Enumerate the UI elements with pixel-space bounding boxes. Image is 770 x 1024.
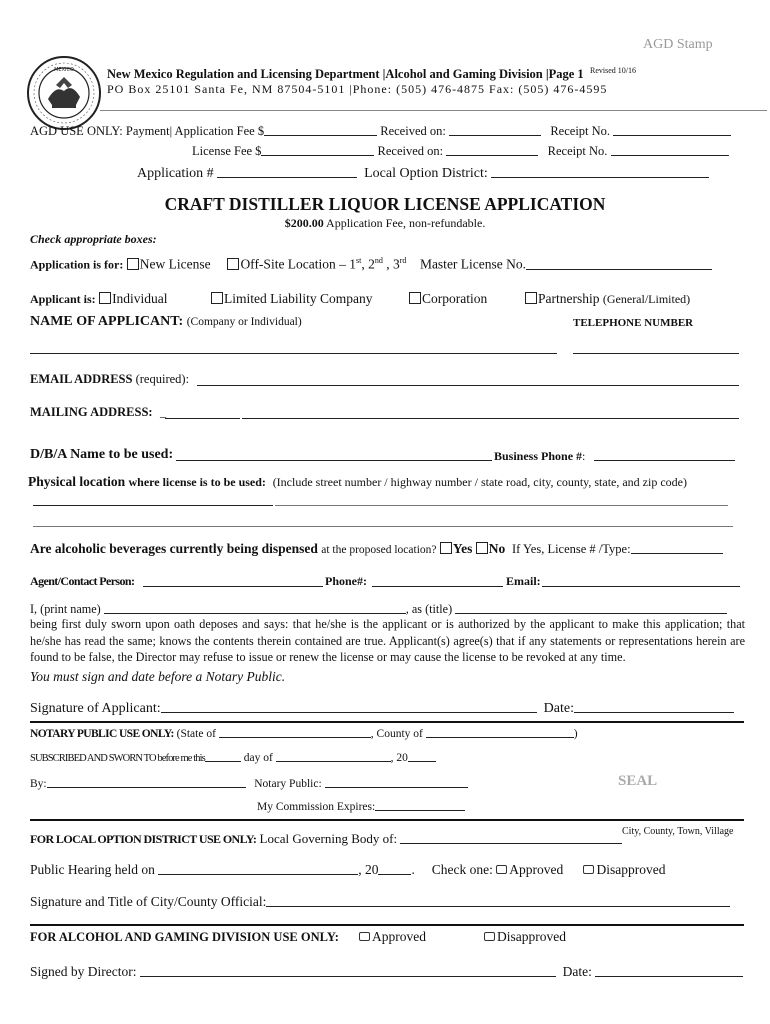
signature-field[interactable] xyxy=(161,698,537,713)
state-seal-icon xyxy=(26,55,102,131)
oath-text: being first duly sworn upon oath deposes and says: that he/she is the applicant or is authorized by the applicant to make this application; that he/she has read the same; knows the contents therein contained are true. Applicant(s) agree(s) that if any statements or representations herein are found to be false, the Director may refuse to issue or renew the license or may cause the license to be revoked at any time. xyxy=(30,617,745,664)
header-title: New Mexico Regulation and Licensing Department |Alcohol and Gaming Division |Page 1 xyxy=(107,67,584,81)
hearing-date-field[interactable] xyxy=(158,861,358,875)
name-of-applicant-label: NAME OF APPLICANT: xyxy=(30,314,184,329)
notary-row1 xyxy=(30,726,578,740)
agent-field[interactable] xyxy=(143,586,323,587)
local-option-divider xyxy=(30,819,744,821)
received-on-field[interactable] xyxy=(449,124,541,136)
license-fee-label: License Fee $ xyxy=(192,144,262,158)
oath-line1 xyxy=(30,602,727,617)
physical-location-field-1a[interactable] xyxy=(33,505,273,506)
llc-option xyxy=(211,291,372,307)
director-date-field[interactable] xyxy=(595,963,743,977)
partnership-note: (General/Limited) xyxy=(602,292,691,306)
rd-sup: rd xyxy=(399,256,407,265)
corporation-option xyxy=(409,291,487,307)
local-governing-label: Local Governing Body of: xyxy=(259,831,398,846)
agd-approved-option xyxy=(359,929,426,945)
official-field[interactable] xyxy=(266,893,730,907)
local-approved-label: Approved xyxy=(509,862,564,877)
application-for-label: Application is for: xyxy=(30,257,124,272)
notary-county-label: , County of xyxy=(370,728,423,740)
partnership-option xyxy=(525,291,690,307)
seal-label: SEAL xyxy=(618,773,658,789)
signature-label: Signature of Applicant: xyxy=(30,701,161,716)
business-phone-field[interactable] xyxy=(594,460,735,461)
check-one-label: Check one: xyxy=(431,862,493,877)
email-label-row xyxy=(30,372,189,387)
fee-note: Application Fee, non-refundable. xyxy=(326,216,486,230)
commission-row xyxy=(257,799,465,813)
local-approved-checkbox[interactable] xyxy=(496,865,507,874)
offsite-2: , 2 xyxy=(361,256,375,272)
agd-approved-checkbox[interactable] xyxy=(359,932,370,941)
business-phone-label: Business Phone # xyxy=(494,449,583,463)
local-disapproved-label: Disapproved xyxy=(596,862,666,877)
header-rule xyxy=(100,110,767,111)
mailing-label: MAILING ADDRESS: xyxy=(30,405,153,419)
day-field[interactable] xyxy=(205,750,241,762)
dispensed-ifyes-label: If Yes, License # /Type: xyxy=(512,542,631,556)
notary-public-label: Notary Public: xyxy=(254,778,322,790)
by-label: By: xyxy=(30,778,47,790)
application-for-row xyxy=(30,256,712,273)
agd-final-row xyxy=(30,930,339,945)
by-field[interactable] xyxy=(47,776,246,788)
hearing-dot: . xyxy=(411,862,415,877)
received-on-field-2[interactable] xyxy=(446,144,538,156)
local-option-label: Local Option District: xyxy=(364,166,488,181)
st-sup: st xyxy=(356,256,362,265)
agd-stamp-label: AGD Stamp xyxy=(643,37,713,52)
title-field[interactable] xyxy=(455,602,727,614)
nd-sup: nd xyxy=(374,256,383,265)
print-name-field[interactable] xyxy=(104,602,406,614)
notary-state-label: (State of xyxy=(176,728,216,740)
offsite-checkbox[interactable] xyxy=(227,258,239,270)
notary-instruction: You must sign and date before a Notary Public. xyxy=(30,669,286,684)
signature-row xyxy=(30,698,734,717)
header-address: PO Box 25101 Santa Fe, NM 87504-5101 |Phone: (505) 476-4875 Fax: (505) 476-4595 xyxy=(107,82,608,96)
notary-row3 xyxy=(30,776,468,790)
application-fee-field[interactable] xyxy=(264,124,377,136)
applicant-is-label: Applicant is: xyxy=(30,292,96,306)
received-on-label-2: Received on: xyxy=(377,144,444,158)
agd-disapproved-option xyxy=(484,929,566,945)
receipt-no-field-2[interactable] xyxy=(611,144,729,156)
dispensed-question-2: at the proposed location? xyxy=(321,544,437,556)
partnership-label: Partnership xyxy=(538,291,600,306)
notary-row2 xyxy=(30,750,436,764)
applicant-name-field[interactable] xyxy=(30,353,557,354)
new-license-checkbox[interactable] xyxy=(127,258,139,270)
svg-text:MEXICO: MEXICO xyxy=(54,67,74,73)
notary-public-field[interactable] xyxy=(325,776,468,788)
partnership-checkbox[interactable] xyxy=(525,292,537,304)
director-label: Signed by Director: xyxy=(30,964,137,979)
dispensed-no-checkbox[interactable] xyxy=(476,542,488,554)
telephone-field[interactable] xyxy=(573,353,739,354)
official-label: Signature and Title of City/County Official: xyxy=(30,894,267,909)
agent-phone-label: Phone#: xyxy=(325,574,367,588)
hearing-row xyxy=(30,861,665,878)
director-date-label: Date: xyxy=(562,964,592,979)
revised-label: Revised 10/16 xyxy=(590,66,636,75)
physical-location-label: Physical location xyxy=(28,474,126,489)
physical-location-field-1b[interactable] xyxy=(275,505,728,506)
individual-checkbox[interactable] xyxy=(99,292,111,304)
receipt-no-label: Receipt No. xyxy=(550,124,611,138)
individual-label: Individual xyxy=(112,291,168,306)
dispensed-question: Are alcoholic beverages currently being dispensed xyxy=(30,541,318,556)
fee-line xyxy=(0,216,770,231)
commission-label: My Commission Expires: xyxy=(257,801,376,813)
master-license-field[interactable] xyxy=(526,257,712,270)
local-option-note: City, County, Town, Village xyxy=(622,826,734,837)
received-on-label: Received on: xyxy=(380,124,446,138)
applicant-is-row xyxy=(30,291,168,307)
license-fee-field[interactable] xyxy=(261,144,374,156)
physical-location-row xyxy=(28,474,687,490)
director-row xyxy=(30,963,743,980)
signature-date-label: Date: xyxy=(543,701,574,716)
subscribed-label: SUBSCRIBED AND SWORN TO before me this xyxy=(30,753,205,764)
email-label: EMAIL ADDRESS xyxy=(30,372,133,386)
form-title: CRAFT DISTILLER LIQUOR LICENSE APPLICATION xyxy=(164,194,606,214)
application-number-field[interactable] xyxy=(217,164,357,178)
offsite-label: Off-Site Location – 1 xyxy=(240,256,357,272)
local-governing-field[interactable] xyxy=(400,832,622,844)
notary-state-field[interactable] xyxy=(219,726,371,738)
llc-checkbox[interactable] xyxy=(211,292,223,304)
dispensed-yes-checkbox[interactable] xyxy=(440,542,452,554)
new-license-label: New License xyxy=(139,256,211,272)
corporation-checkbox[interactable] xyxy=(409,292,421,304)
mailing-field-1[interactable] xyxy=(165,418,240,419)
physical-location-field-2[interactable] xyxy=(33,526,733,527)
receipt-no-field[interactable] xyxy=(613,124,731,136)
corporation-label: Corporation xyxy=(422,291,488,306)
director-field[interactable] xyxy=(140,963,556,977)
hearing-label: Public Hearing held on xyxy=(30,862,155,877)
notary-divider xyxy=(30,721,744,723)
agd-use-row3 xyxy=(137,164,709,182)
physical-location-label-2: where license is to be used: xyxy=(128,475,266,489)
hearing-twenty: , 20 xyxy=(358,862,379,877)
receipt-no-label-2: Receipt No. xyxy=(547,144,608,158)
agd-use-row2 xyxy=(192,144,729,159)
official-row xyxy=(30,893,730,910)
agent-email-field[interactable] xyxy=(542,586,740,587)
dba-field[interactable] xyxy=(176,460,492,461)
title-label: , as (title) xyxy=(405,602,453,616)
hearing-year-field[interactable] xyxy=(378,861,411,875)
license-type-field[interactable] xyxy=(631,542,723,554)
agent-phone-field[interactable] xyxy=(372,586,503,587)
business-phone-row xyxy=(494,449,585,464)
fee-amount: $200.00 xyxy=(284,216,324,230)
print-name-label: I, (print name) xyxy=(30,602,101,616)
name-of-applicant-row xyxy=(30,314,302,330)
mailing-field-2[interactable] xyxy=(242,418,739,419)
local-option-title: FOR LOCAL OPTION DISTRICT USE ONLY: xyxy=(30,832,257,846)
commission-field[interactable] xyxy=(375,799,465,811)
telephone-label: TELEPHONE NUMBER xyxy=(573,317,694,329)
dispensed-row xyxy=(30,541,723,557)
dba-label: D/B/A Name to be used: xyxy=(30,447,174,462)
notary-close: ) xyxy=(573,728,578,740)
agd-final-title: FOR ALCOHOL AND GAMING DIVISION USE ONLY: xyxy=(30,930,339,944)
day-of-label: day of xyxy=(243,752,273,764)
application-number-label: Application # xyxy=(137,166,214,181)
notary-twenty: , 20 xyxy=(390,752,408,764)
email-field[interactable] xyxy=(197,385,739,386)
notary-title: NOTARY PUBLIC USE ONLY: xyxy=(30,728,174,740)
physical-location-note: (Include street number / highway number / state road, city, county, state, and zip code) xyxy=(272,475,687,489)
signature-date-field[interactable] xyxy=(574,698,734,713)
agd-use-row1 xyxy=(30,124,731,139)
month-field[interactable] xyxy=(276,750,391,762)
local-option-field[interactable] xyxy=(491,164,709,178)
agd-use-label: AGD USE ONLY: Payment| Application Fee $ xyxy=(30,124,265,138)
dispensed-no-label: No xyxy=(488,541,506,556)
agd-disapproved-checkbox[interactable] xyxy=(484,932,495,941)
agent-email-label: Email: xyxy=(506,574,541,588)
agent-label: Agent/Contact Person: xyxy=(30,574,135,588)
year-field[interactable] xyxy=(408,750,436,762)
local-disapproved-checkbox[interactable] xyxy=(583,865,594,874)
check-boxes-instruction: Check appropriate boxes: xyxy=(30,232,157,246)
agd-final-divider xyxy=(30,924,744,926)
agd-disapproved-label: Disapproved xyxy=(497,929,566,944)
agd-approved-label: Approved xyxy=(372,929,426,944)
llc-label: Limited Liability Company xyxy=(224,291,373,306)
local-option-row xyxy=(30,831,622,847)
name-of-applicant-note: (Company or Individual) xyxy=(186,316,302,328)
mailing-underscore: _ xyxy=(160,405,167,419)
master-license-label: Master License No. xyxy=(419,256,527,272)
notary-county-field[interactable] xyxy=(426,726,574,738)
offsite-3: , 3 xyxy=(382,256,400,272)
email-note: (required): xyxy=(135,372,190,386)
business-phone-colon: : xyxy=(582,449,586,463)
dispensed-yes-label: Yes xyxy=(452,541,473,556)
